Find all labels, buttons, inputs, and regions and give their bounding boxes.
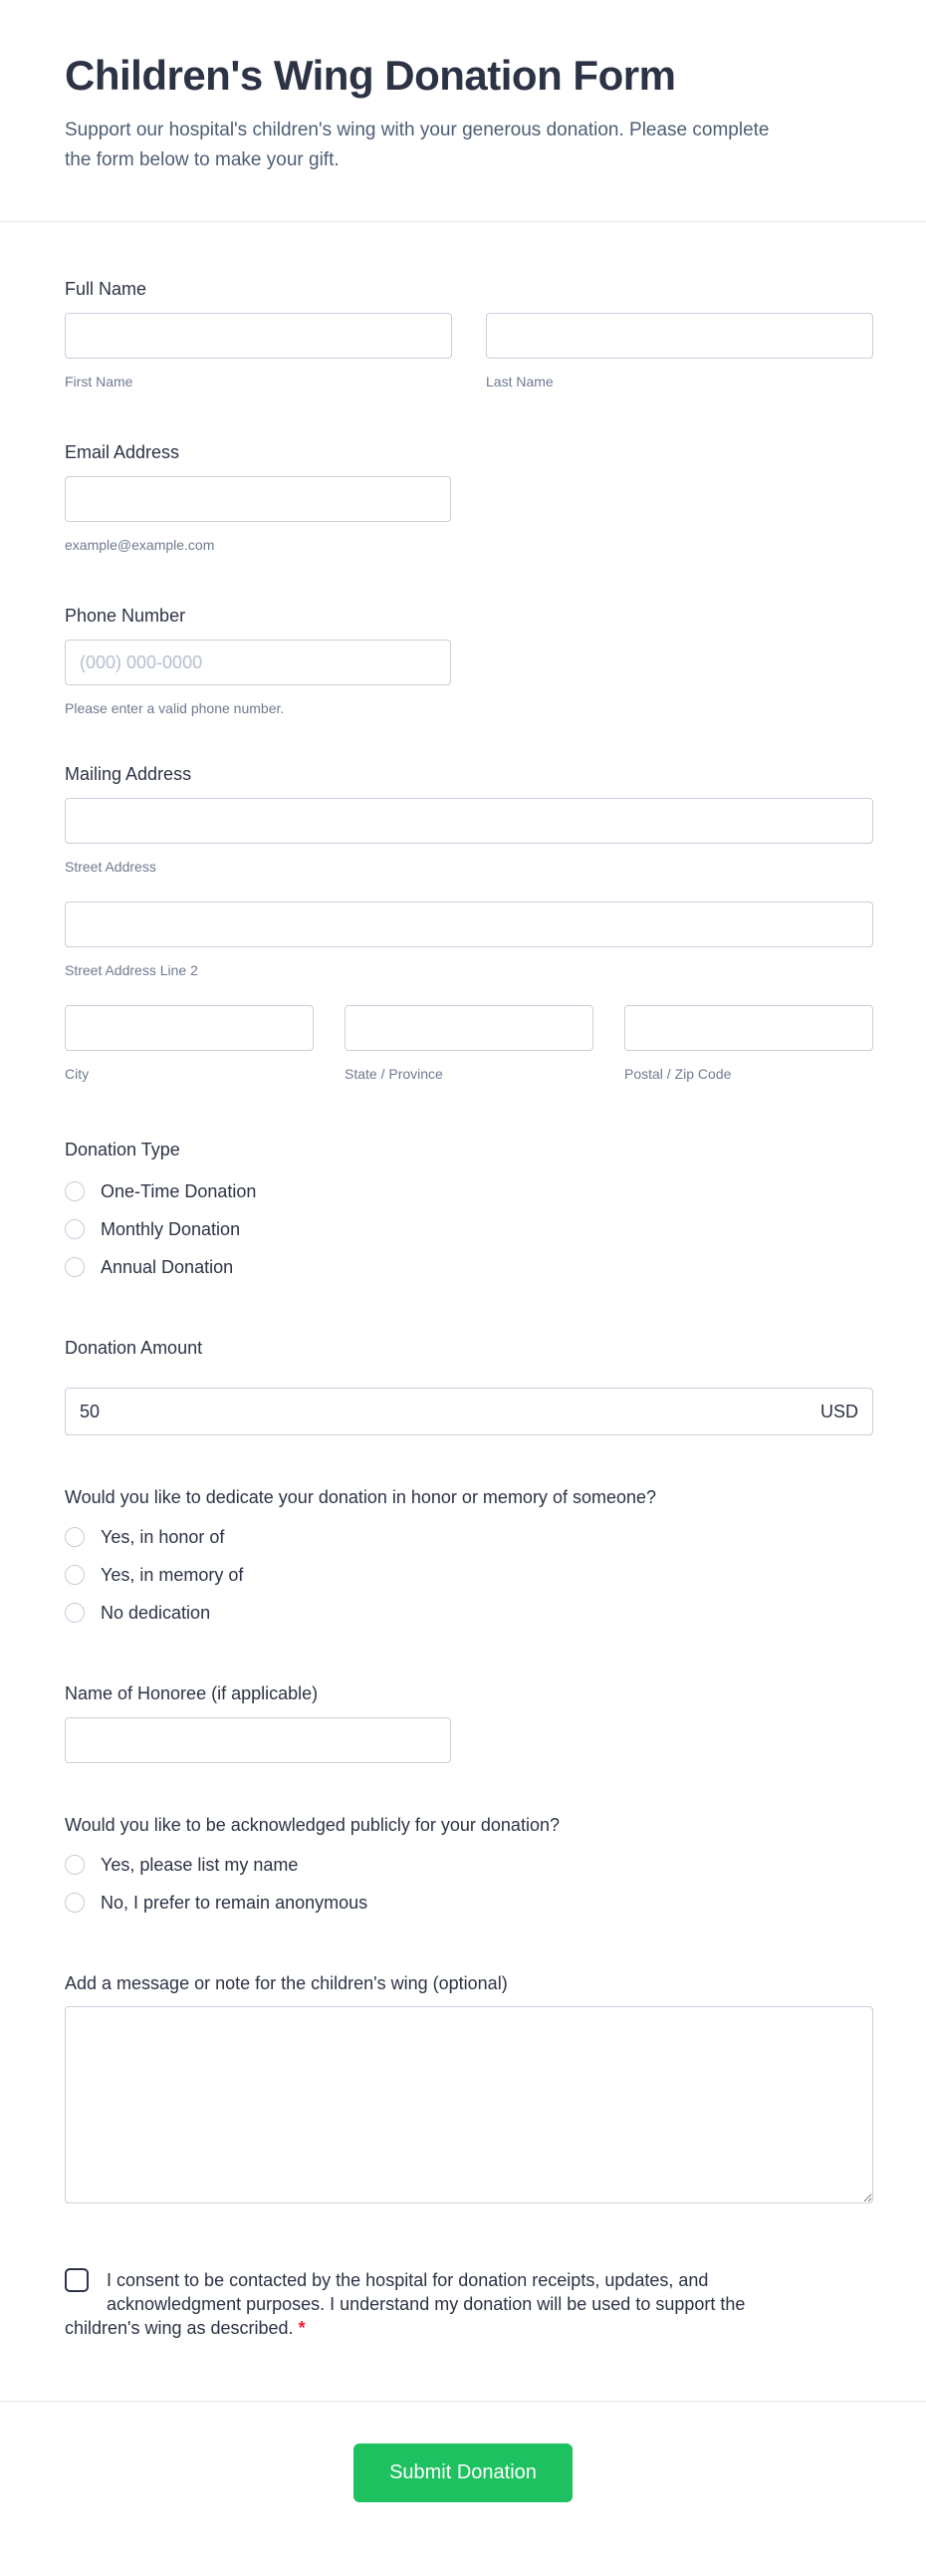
street-address-input[interactable]: [65, 798, 873, 844]
email-sublabel: example@example.com: [65, 537, 215, 553]
acknowledgement-field: [65, 1813, 873, 1922]
first-name-col: [65, 313, 452, 390]
full-name-field: [65, 277, 873, 390]
dedication-option-label: Yes, in honor of: [101, 1527, 225, 1547]
page-subtitle-line2: the form below to make your gift.: [65, 149, 340, 170]
dedication-field: [65, 1485, 873, 1632]
donation-type-option-annual[interactable]: [65, 1248, 873, 1286]
street-address-line2-input[interactable]: [65, 902, 873, 947]
city-input[interactable]: [65, 1005, 314, 1051]
postal-input[interactable]: [624, 1005, 873, 1051]
header-divider: [0, 221, 926, 222]
form-body: [0, 277, 926, 2401]
last-name-sublabel: Last Name: [486, 374, 554, 389]
donation-type-option-monthly[interactable]: [65, 1210, 873, 1248]
donation-type-option-label: Monthly Donation: [101, 1219, 241, 1239]
message-field: [65, 1971, 873, 2203]
form-footer: [0, 2402, 926, 2550]
radio-yes-list-my-name[interactable]: [65, 1855, 85, 1875]
consent-field: [65, 2268, 752, 2340]
postal-col: [624, 1005, 873, 1083]
radio-annual-donation[interactable]: [65, 1257, 85, 1277]
radio-remain-anonymous[interactable]: [65, 1893, 85, 1913]
dedication-option-label: Yes, in memory of: [101, 1565, 244, 1585]
dedication-options: [65, 1518, 873, 1632]
currency-label: USD: [819, 1401, 858, 1421]
first-name-input[interactable]: [65, 313, 452, 359]
mailing-address-label: Mailing Address: [65, 764, 192, 784]
state-input[interactable]: [345, 1005, 593, 1051]
consent-checkbox[interactable]: [65, 2268, 89, 2292]
radio-yes-in-honor-of[interactable]: [65, 1527, 85, 1547]
radio-monthly-donation[interactable]: [65, 1219, 85, 1239]
acknowledgement-options: [65, 1846, 873, 1922]
submit-donation-button[interactable]: Submit Donation: [353, 2444, 573, 2502]
street-address-sublabel: Street Address: [65, 859, 156, 875]
page-subtitle: [65, 116, 873, 175]
city-sublabel: City: [65, 1066, 90, 1082]
donation-type-options: [65, 1172, 873, 1286]
message-textarea[interactable]: [65, 2006, 873, 2203]
donation-amount-box: [65, 1388, 873, 1435]
honoree-label: Name of Honoree (if applicable): [65, 1683, 319, 1703]
acknowledgement-option-label: No, I prefer to remain anonymous: [101, 1893, 368, 1913]
phone-input[interactable]: [65, 640, 451, 685]
postal-sublabel: Postal / Zip Code: [624, 1066, 732, 1082]
street-address-line2-sublabel: Street Address Line 2: [65, 962, 198, 978]
dedication-option-label: No dedication: [101, 1603, 211, 1623]
state-col: [345, 1005, 593, 1083]
required-asterisk: *: [298, 2318, 306, 2338]
donation-type-option-label: Annual Donation: [101, 1257, 234, 1277]
dedication-question: Would you like to dedicate your donation in honor or memory of someone?: [65, 1487, 657, 1507]
donation-type-option-label: One-Time Donation: [101, 1181, 257, 1201]
phone-sublabel: Please enter a valid phone number.: [65, 700, 285, 716]
phone-label: Phone Number: [65, 606, 186, 626]
dedication-option-none[interactable]: [65, 1594, 873, 1632]
dedication-option-memory[interactable]: [65, 1556, 873, 1594]
state-sublabel: State / Province: [345, 1066, 443, 1082]
donation-amount-input[interactable]: [80, 1402, 820, 1422]
email-field: [65, 440, 873, 554]
donation-type-field: [65, 1138, 873, 1286]
city-col: [65, 1005, 314, 1083]
honoree-input[interactable]: [65, 1717, 451, 1763]
page-subtitle-line1: Support our hospital's children's wing with your generous donation. Please complete: [65, 120, 770, 140]
acknowledgement-option-anonymous[interactable]: [65, 1884, 873, 1922]
acknowledgement-question: Would you like to be acknowledged publicly for your donation?: [65, 1815, 560, 1835]
donation-amount-field: [65, 1336, 873, 1435]
mailing-address-field: [65, 762, 873, 1083]
phone-field: [65, 604, 873, 717]
last-name-col: [486, 313, 873, 390]
radio-no-dedication[interactable]: [65, 1603, 85, 1623]
email-input[interactable]: [65, 476, 451, 522]
donation-amount-label: Donation Amount: [65, 1338, 203, 1358]
acknowledgement-option-yes[interactable]: [65, 1846, 873, 1884]
form-header: [0, 0, 926, 221]
donation-type-label: Donation Type: [65, 1140, 180, 1159]
donation-type-option-one-time[interactable]: [65, 1172, 873, 1210]
consent-label: I consent to be contacted by the hospital for donation receipts, updates, and acknowledgment purposes. I understand my donation will be used to support the children's wing as described.: [65, 2270, 746, 2338]
honoree-field: [65, 1681, 873, 1763]
first-name-sublabel: First Name: [65, 374, 133, 389]
page-title: Children's Wing Donation Form: [65, 52, 676, 99]
radio-yes-in-memory-of[interactable]: [65, 1565, 85, 1585]
dedication-option-honor[interactable]: [65, 1518, 873, 1556]
last-name-input[interactable]: [486, 313, 873, 359]
email-label: Email Address: [65, 442, 180, 462]
message-label: Add a message or note for the children's wing (optional): [65, 1973, 508, 1993]
radio-one-time-donation[interactable]: [65, 1181, 85, 1201]
acknowledgement-option-label: Yes, please list my name: [101, 1855, 299, 1875]
full-name-label: Full Name: [65, 279, 147, 299]
